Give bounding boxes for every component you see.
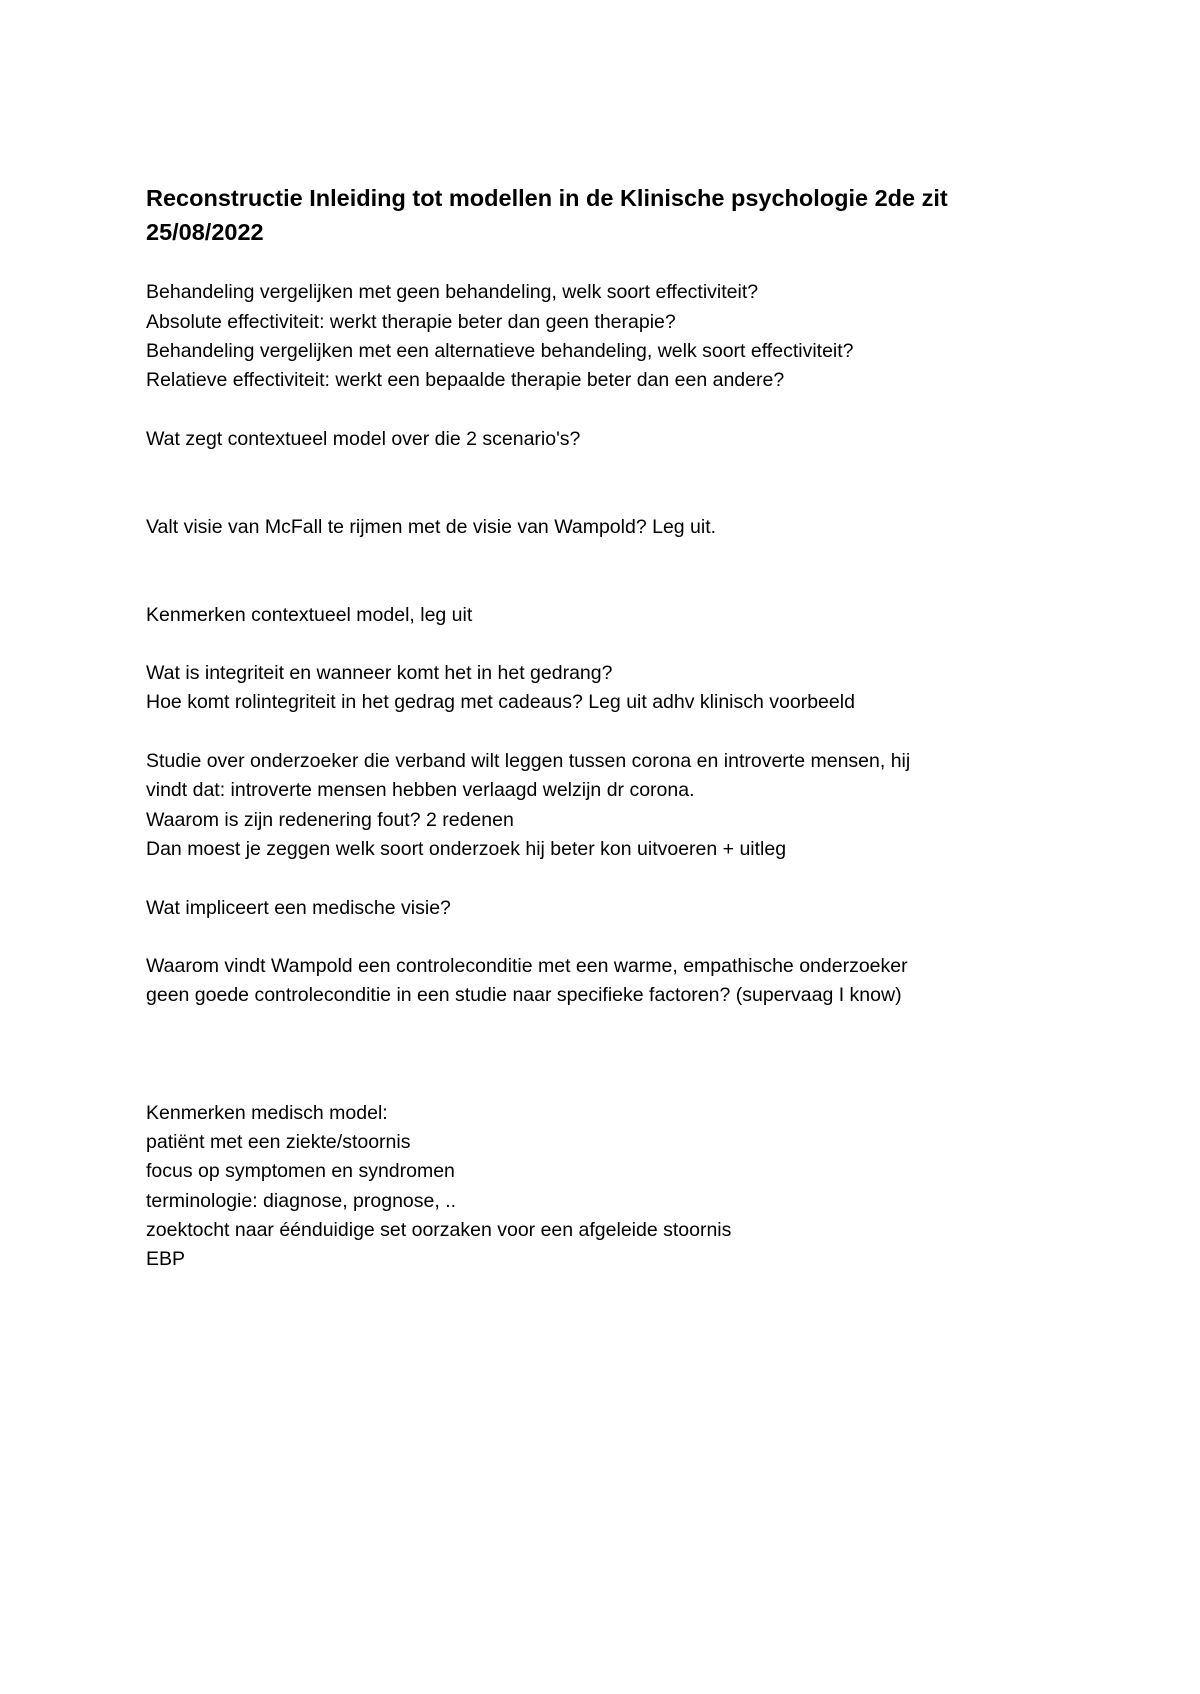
blank-line	[146, 454, 1066, 483]
document-title	[146, 181, 1066, 249]
blank-line	[146, 718, 1066, 747]
text-line: zoektocht naar éénduidige set oorzaken voor een afgeleide stoornis	[146, 1218, 732, 1241]
text-line: Kenmerken contextueel model, leg uit	[146, 603, 473, 626]
text-line: Kenmerken medisch model:	[146, 1101, 388, 1124]
blank-line	[146, 1069, 1066, 1098]
text-line: Relatieve effectiviteit: werkt een bepaalde therapie beter dan een andere?	[146, 369, 785, 392]
text-line: Dan moest je zeggen welk soort onderzoek hij beter kon uitvoeren + uitleg	[146, 837, 787, 860]
text-line: Wat impliceert een medische visie?	[146, 896, 451, 919]
title-line: Reconstructie Inleiding tot modellen in de Klinische psychologie 2de zit	[146, 185, 948, 211]
text-line: Waarom is zijn redenering fout? 2 redenen	[146, 808, 514, 831]
text-line: patiënt met een ziekte/stoornis	[146, 1130, 411, 1153]
text-line: Hoe komt rolintegriteit in het gedrag met cadeaus? Leg uit adhv klinisch voorbeeld	[146, 691, 855, 714]
text-line: Waarom vindt Wampold een controleconditie met een warme, empathische onderzoeker	[146, 955, 908, 978]
blank-line	[146, 923, 1066, 952]
text-line: geen goede controleconditie in een studie naar specifieke factoren? (supervaag I know)	[146, 984, 902, 1007]
text-line: Wat zegt contextueel model over die 2 scenario's?	[146, 427, 581, 450]
text-line: Behandeling vergelijken met geen behandeling, welk soort effectiviteit?	[146, 281, 759, 304]
title-date: 25/08/2022	[146, 219, 264, 245]
text-line: terminologie: diagnose, prognose, ..	[146, 1189, 457, 1212]
document-body	[146, 249, 1066, 1274]
blank-line	[146, 864, 1066, 893]
text-line: Studie over onderzoeker die verband wilt leggen tussen corona en introverte mensen, hij	[146, 750, 911, 773]
blank-line	[146, 630, 1066, 659]
blank-line	[146, 1011, 1066, 1040]
blank-line	[146, 249, 1066, 278]
blank-line	[146, 483, 1066, 512]
text-line: vindt dat: introverte mensen hebben verlaagd welzijn dr corona.	[146, 779, 695, 802]
blank-line	[146, 1040, 1066, 1069]
blank-line	[146, 542, 1066, 571]
text-line: Absolute effectiviteit: werkt therapie beter dan geen therapie?	[146, 310, 676, 333]
text-line: focus op symptomen en syndromen	[146, 1160, 455, 1183]
text-line: EBP	[146, 1248, 186, 1271]
text-line: Wat is integriteit en wanneer komt het in het gedrang?	[146, 662, 613, 685]
document-page	[146, 181, 1066, 1274]
text-line: Behandeling vergelijken met een alternatieve behandeling, welk soort effectiviteit?	[146, 339, 854, 362]
blank-line	[146, 571, 1066, 600]
blank-line	[146, 395, 1066, 424]
text-line: Valt visie van McFall te rijmen met de visie van Wampold? Leg uit.	[146, 515, 717, 538]
